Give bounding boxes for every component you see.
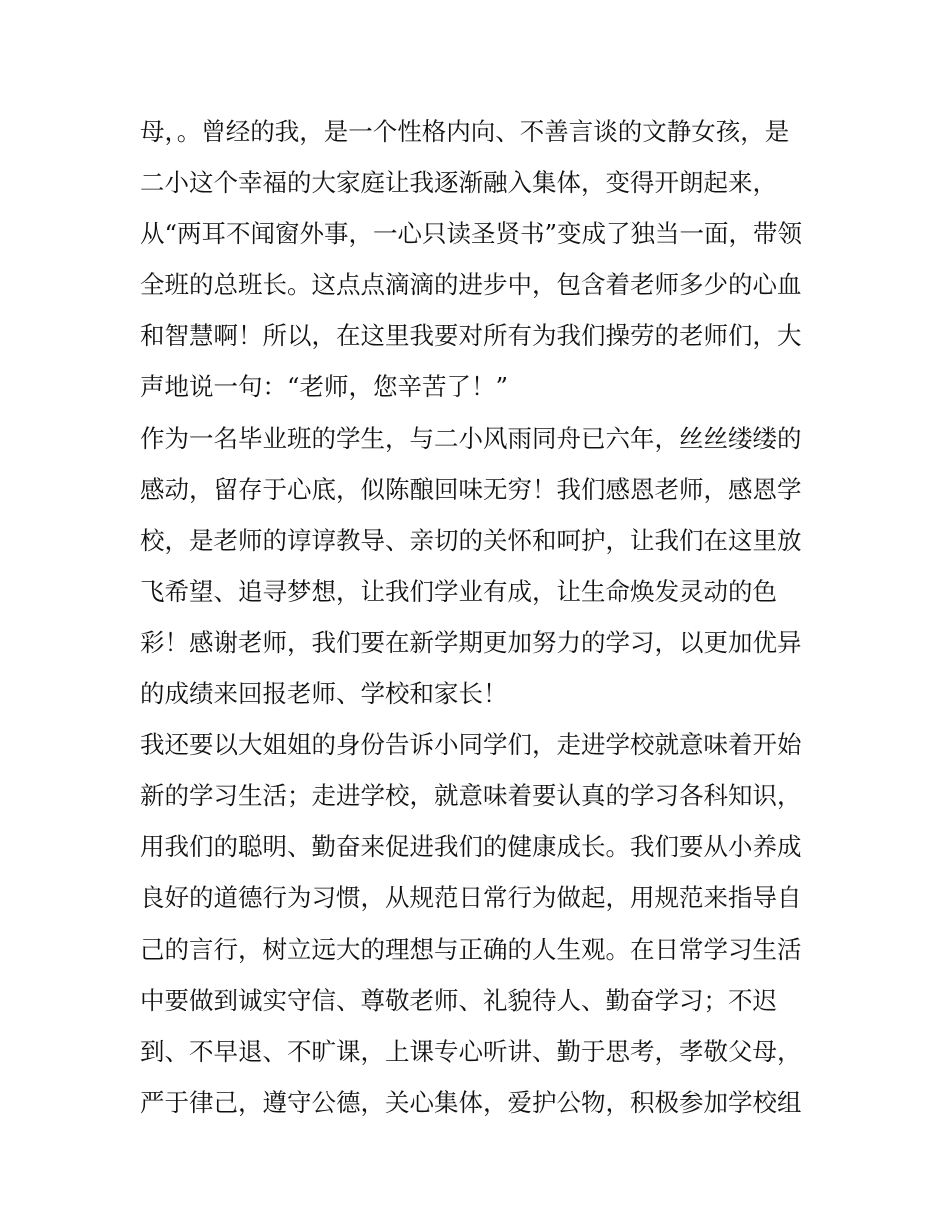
text-line: 新的学习生活；走进学校，就意味着要认真的学习各科知识， — [140, 781, 802, 811]
text-line: 彩！感谢老师，我们要在新学期更加努力的学习，以更加优异 — [140, 627, 802, 657]
text-line: 严于律己，遵守公德，关心集体，爱护公物，积极参加学校组 — [140, 1087, 802, 1117]
text-line: 从“两耳不闻窗外事，一心只读圣贤书”变成了独当一面，带领 — [140, 219, 803, 249]
text-line: 己的言行，树立远大的理想与正确的人生观。在日常学习生活 — [140, 934, 802, 964]
text-line: 良好的道德行为习惯，从规范日常行为做起，用规范来指导自 — [140, 883, 802, 913]
text-line: 二小这个幸福的大家庭让我逐渐融入集体，变得开朗起来， — [140, 168, 777, 198]
text-line: 校，是老师的谆谆教导、亲切的关怀和呵护，让我们在这里放 — [140, 525, 802, 555]
text-line: 用我们的聪明、勤奋来促进我们的健康成长。我们要从小养成 — [140, 832, 802, 862]
body-text — [140, 106, 820, 1128]
text-line: 感动，留存于心底，似陈酿回味无穷！我们感恩老师，感恩学 — [140, 474, 802, 504]
text-line: 全班的总班长。这点点滴滴的进步中，包含着老师多少的心血 — [140, 270, 802, 300]
text-line: 作为一名毕业班的学生，与二小风雨同舟已六年，丝丝缕缕的 — [140, 423, 802, 453]
text-line: 我还要以大姐姐的身份告诉小同学们，走进学校就意味着开始 — [140, 730, 802, 760]
text-line: 的成绩来回报老师、学校和家长！ — [140, 679, 508, 709]
text-line: 声地说一句：“老师，您辛苦了！” — [140, 372, 509, 402]
text-line: 和智慧啊！所以，在这里我要对所有为我们操劳的老师们，大 — [140, 321, 802, 351]
text-line: 中要做到诚实守信、尊敬老师、礼貌待人、勤奋学习；不迟 — [140, 985, 777, 1015]
text-line: 母，。曾经的我，是一个性格内向、不善言谈的文静女孩，是 — [140, 117, 790, 146]
text-line: 飞希望、追寻梦想，让我们学业有成，让生命焕发灵动的色 — [140, 576, 777, 606]
text-line: 到、不早退、不旷课，上课专心听讲、勤于思考，孝敬父母， — [140, 1036, 802, 1066]
